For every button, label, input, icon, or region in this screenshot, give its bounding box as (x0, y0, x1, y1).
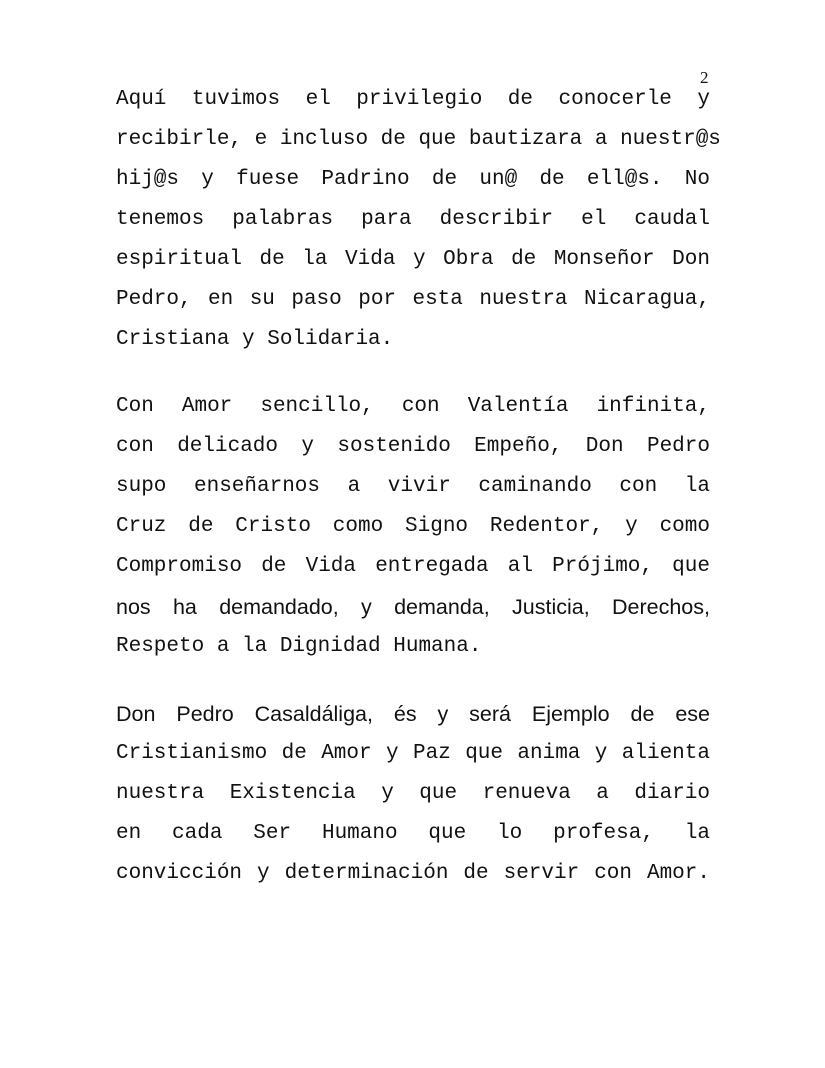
paragraph-3 (116, 694, 710, 894)
text-line: convicción y determinación de servir con Amor. (116, 862, 710, 885)
text-line: nos ha demandado, y demanda, Justicia, Derechos, (116, 595, 710, 619)
text-line: tenemos palabras para describir el caudal (116, 208, 710, 231)
text-line: Aquí tuvimos el privilegio de conocerle y (116, 88, 710, 111)
text-line: nuestra Existencia y que renueva a diario (116, 782, 710, 805)
text-line: Compromiso de Vida entregada al Prójimo, que (116, 555, 710, 578)
text-line: Pedro, en su paso por esta nuestra Nicaragua, (116, 288, 710, 311)
text-line: Cristianismo de Amor y Paz que anima y alienta (116, 742, 710, 765)
text-line: supo enseñarnos a vivir caminando con la (116, 475, 710, 498)
paragraph-2 (116, 387, 710, 667)
paragraph-1 (116, 80, 721, 360)
text-line: hij@s y fuese Padrino de un@ de ell@s. No (116, 168, 710, 191)
text-line: Cristiana y Solidaria. (116, 328, 394, 351)
text-line: Con Amor sencillo, con Valentía infinita, (116, 395, 710, 418)
text-line: espiritual de la Vida y Obra de Monseñor Don (116, 248, 710, 271)
text-line: en cada Ser Humano que lo profesa, la (116, 822, 710, 845)
text-line: Respeto a la Dignidad Humana. (116, 635, 482, 658)
text-line: Don Pedro Casaldáliga, és y será Ejemplo de ese (116, 702, 710, 726)
text-line: Cruz de Cristo como Signo Redentor, y como (116, 515, 710, 538)
page-number: 2 (700, 68, 709, 87)
text-line: recibirle, e incluso de que bautizara a nuestr@s (116, 128, 721, 151)
text-line: con delicado y sostenido Empeño, Don Pedro (116, 435, 710, 458)
body-text (116, 80, 721, 921)
